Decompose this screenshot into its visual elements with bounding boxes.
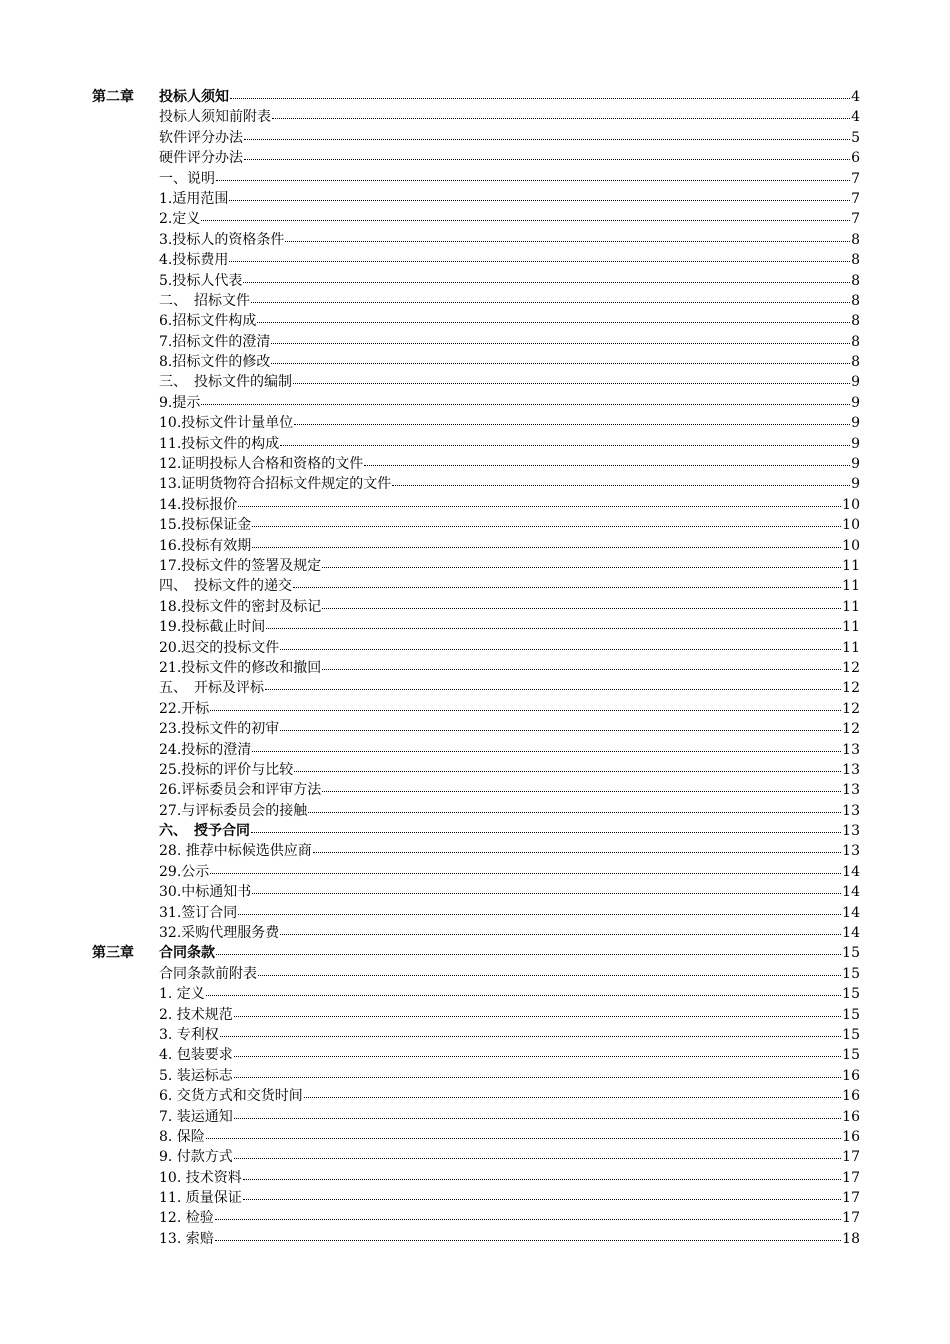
- toc-page-number: 14: [842, 863, 860, 880]
- toc-entry-title: 7.招标文件的澄清: [159, 333, 271, 350]
- toc-entry[interactable]: [92, 372, 860, 392]
- toc-entry-title: 18.投标文件的密封及标记: [159, 598, 322, 615]
- toc-entry[interactable]: [92, 1208, 860, 1228]
- toc-entry[interactable]: [92, 311, 860, 331]
- toc-entry[interactable]: [92, 699, 860, 719]
- toc-entry-title: 13. 索赔: [159, 1230, 214, 1247]
- toc-entry-body: [159, 352, 860, 372]
- toc-entry[interactable]: [92, 984, 860, 1004]
- toc-entry-title: 12. 检验: [159, 1210, 214, 1227]
- toc-dot-leader: [252, 515, 841, 529]
- toc-dot-leader: [293, 372, 850, 386]
- toc-page-number: 9: [851, 374, 860, 391]
- toc-page-number: 6: [851, 150, 860, 167]
- toc-entry-body: [159, 678, 860, 698]
- toc-dot-leader: [285, 230, 850, 244]
- toc-entry-body: [159, 1086, 860, 1106]
- toc-entry-title: 三、 投标文件的编制: [159, 374, 292, 391]
- toc-entry[interactable]: [92, 740, 860, 760]
- toc-entry[interactable]: [92, 1025, 860, 1045]
- toc-entry[interactable]: [92, 576, 860, 596]
- toc-page-number: 8: [851, 272, 860, 289]
- toc-entry[interactable]: [92, 862, 860, 882]
- toc-entry[interactable]: [92, 678, 860, 698]
- toc-entry[interactable]: [92, 1005, 860, 1025]
- toc-entry-body: [159, 474, 860, 494]
- toc-page-number: 12: [842, 659, 860, 676]
- toc-page-number: 13: [842, 782, 860, 799]
- toc-page-number: 7: [851, 190, 860, 207]
- toc-page-number: 11: [842, 639, 860, 656]
- toc-entry-body: [159, 454, 860, 474]
- toc-entry-title: 软件评分办法: [159, 129, 243, 146]
- toc-entry[interactable]: [92, 291, 860, 311]
- toc-page-number: 15: [842, 1006, 860, 1023]
- toc-entry-body: [159, 556, 860, 576]
- toc-entry[interactable]: [92, 169, 860, 189]
- toc-entry-title: 31.签订合同: [159, 904, 238, 921]
- toc-entry-body: [159, 638, 860, 658]
- toc-page-number: 7: [851, 170, 860, 187]
- toc-dot-leader: [216, 943, 841, 957]
- toc-entry[interactable]: [92, 1147, 860, 1167]
- toc-entry[interactable]: [92, 801, 860, 821]
- toc-dot-leader: [304, 1086, 841, 1100]
- toc-dot-leader: [293, 576, 841, 590]
- toc-entry-body: [159, 719, 860, 739]
- toc-entry-body: [159, 903, 860, 923]
- toc-dot-leader: [252, 882, 841, 896]
- toc-entry[interactable]: [92, 1066, 860, 1086]
- toc-entry[interactable]: [92, 536, 860, 556]
- toc-entry-title: 14.投标报价: [159, 496, 238, 513]
- toc-entry[interactable]: [92, 1229, 860, 1249]
- toc-entry[interactable]: [92, 556, 860, 576]
- toc-dot-leader: [265, 678, 841, 692]
- toc-dot-leader: [280, 923, 841, 937]
- toc-dot-leader: [243, 1168, 841, 1182]
- toc-entry-body: [159, 1107, 860, 1127]
- toc-entry[interactable]: [92, 964, 860, 984]
- toc-dot-leader: [322, 597, 841, 611]
- toc-entry[interactable]: [92, 189, 860, 209]
- toc-entry[interactable]: [92, 882, 860, 902]
- toc-dot-leader: [280, 434, 850, 448]
- toc-page-number: 12: [842, 700, 860, 717]
- toc-entry-body: [159, 1208, 860, 1228]
- toc-page-number: 18: [842, 1230, 860, 1247]
- toc-entry-title: 10.投标文件计量单位: [159, 415, 294, 432]
- toc-page-number: 11: [842, 578, 860, 595]
- toc-page-number: 16: [842, 1088, 860, 1105]
- toc-dot-leader: [238, 903, 841, 917]
- toc-entry-body: [159, 1025, 860, 1045]
- toc-dot-leader: [201, 209, 850, 223]
- toc-page-number: 13: [842, 761, 860, 778]
- toc-entry[interactable]: [92, 352, 860, 372]
- toc-entry[interactable]: [92, 495, 860, 515]
- toc-entry-body: [159, 1168, 860, 1188]
- toc-page-number: 14: [842, 904, 860, 921]
- toc-entry-title: 10. 技术资料: [159, 1169, 242, 1186]
- toc-entry-title: 合同条款前附表: [159, 965, 257, 982]
- toc-page-number: 12: [842, 721, 860, 738]
- toc-entry-body: [159, 209, 860, 229]
- toc-entry[interactable]: [92, 515, 860, 535]
- toc-entry-body: [159, 372, 860, 392]
- table-of-contents: [92, 87, 860, 1249]
- toc-page-number: 13: [842, 741, 860, 758]
- toc-entry-body: [159, 1229, 860, 1249]
- toc-entry-body: [159, 189, 860, 209]
- toc-entry[interactable]: [92, 923, 860, 943]
- toc-page-number: 13: [842, 802, 860, 819]
- toc-entry[interactable]: [92, 658, 860, 678]
- toc-entry-title: 2. 技术规范: [159, 1006, 233, 1023]
- toc-entry-title: 5.投标人代表: [159, 272, 243, 289]
- toc-entry-body: [159, 128, 860, 148]
- toc-entry-body: [159, 984, 860, 1004]
- toc-dot-leader: [206, 984, 841, 998]
- toc-page-number: 8: [851, 231, 860, 248]
- toc-entry-title: 二、 招标文件: [159, 292, 250, 309]
- toc-entry-title: 1.适用范围: [159, 190, 229, 207]
- toc-entry-body: [159, 821, 860, 841]
- toc-entry-body: [159, 87, 860, 107]
- toc-page-number: 9: [851, 435, 860, 452]
- toc-entry-title: 1. 定义: [159, 986, 205, 1003]
- toc-entry-title: 32.采购代理服务费: [159, 925, 280, 942]
- toc-page-number: 9: [851, 476, 860, 493]
- toc-dot-leader: [294, 760, 841, 774]
- toc-entry-title: 9. 付款方式: [159, 1149, 233, 1166]
- toc-page-number: 10: [842, 496, 860, 513]
- toc-entry-title: 16.投标有效期: [159, 537, 252, 554]
- toc-dot-leader: [229, 189, 850, 203]
- toc-dot-leader: [229, 250, 850, 264]
- toc-page-number: 12: [842, 680, 860, 697]
- toc-entry-title: 3.投标人的资格条件: [159, 231, 285, 248]
- toc-entry-title: 20.迟交的投标文件: [159, 639, 280, 656]
- toc-entry-body: [159, 291, 860, 311]
- toc-entry[interactable]: [92, 148, 860, 168]
- toc-page-number: 16: [842, 1067, 860, 1084]
- toc-entry-body: [159, 780, 860, 800]
- toc-page-number: 11: [842, 598, 860, 615]
- toc-entry-body: [159, 597, 860, 617]
- toc-entry[interactable]: [92, 760, 860, 780]
- toc-entry-title: 投标人须知前附表: [159, 109, 271, 126]
- toc-page-number: 9: [851, 456, 860, 473]
- toc-page-number: 16: [842, 1128, 860, 1145]
- toc-dot-leader: [251, 821, 841, 835]
- toc-entry-title: 11. 质量保证: [159, 1190, 242, 1207]
- toc-page-number: 4: [851, 89, 860, 105]
- toc-entry-body: [159, 311, 860, 331]
- toc-entry-body: [159, 1045, 860, 1065]
- toc-dot-leader: [266, 617, 841, 631]
- toc-entry-body: [159, 332, 860, 352]
- toc-page-number: 4: [851, 109, 860, 126]
- toc-entry-body: [159, 1147, 860, 1167]
- toc-page-number: 13: [842, 843, 860, 860]
- toc-entry-body: [159, 923, 860, 943]
- toc-entry-body: [159, 393, 860, 413]
- toc-entry[interactable]: [92, 821, 860, 841]
- toc-entry[interactable]: [92, 719, 860, 739]
- toc-dot-leader: [243, 1188, 841, 1202]
- toc-dot-leader: [244, 148, 850, 162]
- toc-dot-leader: [234, 1005, 841, 1019]
- toc-page-number: 17: [842, 1169, 860, 1186]
- toc-dot-leader: [322, 780, 841, 794]
- toc-dot-leader: [257, 311, 850, 325]
- toc-entry[interactable]: [92, 638, 860, 658]
- toc-entry[interactable]: [92, 209, 860, 229]
- toc-page-number: 9: [851, 415, 860, 432]
- toc-entry[interactable]: [92, 1127, 860, 1147]
- toc-entry-body: [159, 271, 860, 291]
- toc-dot-leader: [234, 1107, 841, 1121]
- toc-entry[interactable]: [92, 230, 860, 250]
- toc-entry-body: [159, 760, 860, 780]
- toc-chapter-label: 第二章: [92, 89, 134, 105]
- toc-entry[interactable]: [92, 107, 860, 127]
- toc-page-number: 8: [851, 354, 860, 371]
- toc-dot-leader: [280, 719, 841, 733]
- toc-chapter-label: 第三章: [92, 945, 134, 962]
- toc-entry-title: 21.投标文件的修改和撤回: [159, 659, 322, 676]
- toc-dot-leader: [272, 107, 850, 121]
- toc-page-number: 15: [842, 965, 860, 982]
- toc-page-number: 14: [842, 884, 860, 901]
- toc-dot-leader: [308, 801, 841, 815]
- toc-entry-title: 25.投标的评价与比较: [159, 761, 294, 778]
- toc-entry-title: 19.投标截止时间: [159, 619, 266, 636]
- toc-page-number: 17: [842, 1190, 860, 1207]
- toc-entry-title: 15.投标保证金: [159, 517, 252, 534]
- toc-entry-title: 一、说明: [159, 170, 215, 187]
- toc-entry[interactable]: [92, 474, 860, 494]
- toc-entry-body: [159, 882, 860, 902]
- toc-dot-leader: [313, 841, 841, 855]
- toc-entry-body: [159, 107, 860, 127]
- toc-entry-body: [159, 413, 860, 433]
- toc-entry-title: 合同条款: [159, 945, 215, 962]
- toc-entry[interactable]: [92, 780, 860, 800]
- toc-entry[interactable]: [92, 128, 860, 148]
- toc-entry-title: 30.中标通知书: [159, 884, 252, 901]
- toc-entry-body: [159, 964, 860, 984]
- toc-entry-body: [159, 841, 860, 861]
- toc-dot-leader: [216, 169, 850, 183]
- toc-entry-title: 24.投标的澄清: [159, 741, 252, 758]
- toc-entry-body: [159, 862, 860, 882]
- toc-entry-title: 五、 开标及评标: [159, 680, 264, 697]
- toc-entry-body: [159, 1188, 860, 1208]
- toc-entry-title: 27.与评标委员会的接触: [159, 802, 308, 819]
- toc-entry-title: 8.招标文件的修改: [159, 354, 271, 371]
- toc-entry-body: [159, 230, 860, 250]
- toc-page-number: 11: [842, 557, 860, 574]
- toc-entry[interactable]: [92, 1045, 860, 1065]
- toc-entry-body: [159, 434, 860, 454]
- toc-entry-title: 5. 装运标志: [159, 1067, 233, 1084]
- toc-entry[interactable]: [92, 903, 860, 923]
- toc-page-number: 11: [842, 619, 860, 636]
- toc-page-number: 9: [851, 394, 860, 411]
- toc-entry[interactable]: [92, 1188, 860, 1208]
- toc-entry-body: [159, 515, 860, 535]
- toc-dot-leader: [210, 862, 841, 876]
- toc-dot-leader: [258, 964, 841, 978]
- toc-dot-leader: [322, 556, 841, 570]
- toc-entry-body: [159, 740, 860, 760]
- toc-page-number: 15: [842, 1026, 860, 1043]
- toc-entry-title: 6.招标文件构成: [159, 313, 257, 330]
- toc-entry-title: 硬件评分办法: [159, 150, 243, 167]
- toc-entry-body: [159, 801, 860, 821]
- toc-dot-leader: [206, 1127, 841, 1141]
- toc-entry-title: 28. 推荐中标候选供应商: [159, 843, 312, 860]
- toc-page-number: 8: [851, 292, 860, 309]
- toc-entry-title: 11.投标文件的构成: [159, 435, 280, 452]
- toc-entry-title: 6. 交货方式和交货时间: [159, 1088, 303, 1105]
- toc-entry[interactable]: [92, 393, 860, 413]
- toc-entry-body: [159, 576, 860, 596]
- toc-entry-title: 12.证明投标人合格和资格的文件: [159, 456, 364, 473]
- toc-dot-leader: [238, 495, 841, 509]
- toc-dot-leader: [364, 454, 850, 468]
- toc-dot-leader: [392, 474, 850, 488]
- toc-dot-leader: [322, 658, 841, 672]
- toc-dot-leader: [243, 271, 850, 285]
- toc-page-number: 14: [842, 925, 860, 942]
- toc-entry-title: 29.公示: [159, 863, 210, 880]
- toc-page-number: 10: [842, 537, 860, 554]
- toc-dot-leader: [234, 1066, 841, 1080]
- toc-entry-title: 8. 保险: [159, 1128, 205, 1145]
- toc-entry-title: 13.证明货物符合招标文件规定的文件: [159, 476, 392, 493]
- toc-entry-title: 7. 装运通知: [159, 1108, 233, 1125]
- toc-page-number: 8: [851, 333, 860, 350]
- toc-dot-leader: [210, 699, 841, 713]
- toc-entry-body: [159, 148, 860, 168]
- toc-page-number: 8: [851, 252, 860, 269]
- toc-entry[interactable]: [92, 454, 860, 474]
- toc-entry-body: [159, 617, 860, 637]
- toc-entry-body: [159, 536, 860, 556]
- toc-entry[interactable]: [92, 617, 860, 637]
- toc-dot-leader: [251, 291, 850, 305]
- toc-dot-leader: [294, 413, 850, 427]
- toc-entry[interactable]: [92, 271, 860, 291]
- toc-entry[interactable]: [92, 1107, 860, 1127]
- toc-entry-title: 投标人须知: [159, 89, 229, 105]
- toc-page-number: 15: [842, 986, 860, 1003]
- toc-page-number: 10: [842, 517, 860, 534]
- toc-entry-body: [159, 699, 860, 719]
- toc-entry-body: [159, 943, 860, 963]
- toc-dot-leader: [271, 332, 850, 346]
- toc-page-number: 17: [842, 1210, 860, 1227]
- toc-dot-leader: [252, 740, 841, 754]
- toc-dot-leader: [234, 1147, 841, 1161]
- toc-entry[interactable]: [92, 597, 860, 617]
- toc-entry[interactable]: [92, 943, 860, 963]
- toc-page-number: 7: [851, 211, 860, 228]
- toc-entry-title: 4. 包装要求: [159, 1047, 233, 1064]
- toc-entry-title: 22.开标: [159, 700, 210, 717]
- toc-entry-title: 9.提示: [159, 394, 201, 411]
- toc-page-number: 15: [842, 945, 860, 962]
- toc-dot-leader: [252, 536, 841, 550]
- toc-entry-title: 四、 投标文件的递交: [159, 578, 292, 595]
- toc-entry-body: [159, 1005, 860, 1025]
- toc-entry-body: [159, 1066, 860, 1086]
- toc-dot-leader: [271, 352, 850, 366]
- toc-entry-body: [159, 169, 860, 189]
- toc-entry[interactable]: [92, 841, 860, 861]
- toc-dot-leader: [201, 393, 850, 407]
- toc-entry-title: 2.定义: [159, 211, 201, 228]
- toc-entry-title: 26.评标委员会和评审方法: [159, 782, 322, 799]
- toc-entry[interactable]: [92, 1086, 860, 1106]
- toc-entry[interactable]: [92, 250, 860, 270]
- toc-entry-title: 4.投标费用: [159, 252, 229, 269]
- toc-entry-body: [159, 1127, 860, 1147]
- toc-page-number: 15: [842, 1047, 860, 1064]
- toc-dot-leader: [220, 1025, 841, 1039]
- toc-entry[interactable]: [92, 1168, 860, 1188]
- toc-entry-title: 3. 专利权: [159, 1026, 219, 1043]
- toc-page-number: 8: [851, 313, 860, 330]
- toc-entry-title: 17.投标文件的签署及规定: [159, 557, 322, 574]
- toc-entry[interactable]: [92, 332, 860, 352]
- toc-dot-leader: [244, 128, 850, 142]
- toc-page-number: 17: [842, 1149, 860, 1166]
- toc-entry-body: [159, 658, 860, 678]
- toc-entry-title: 23.投标文件的初审: [159, 721, 280, 738]
- toc-page-number: 13: [842, 823, 860, 840]
- toc-dot-leader: [280, 638, 841, 652]
- toc-entry[interactable]: [92, 413, 860, 433]
- toc-dot-leader: [215, 1208, 841, 1222]
- toc-dot-leader: [230, 87, 850, 101]
- toc-page-number: 16: [842, 1108, 860, 1125]
- toc-entry[interactable]: [92, 434, 860, 454]
- toc-entry-body: [159, 250, 860, 270]
- toc-dot-leader: [234, 1045, 841, 1059]
- toc-entry-title: 六、 授予合同: [159, 823, 250, 840]
- toc-page-number: 5: [851, 129, 860, 146]
- toc-entry[interactable]: [92, 87, 860, 107]
- toc-entry-body: [159, 495, 860, 515]
- toc-dot-leader: [215, 1229, 841, 1243]
